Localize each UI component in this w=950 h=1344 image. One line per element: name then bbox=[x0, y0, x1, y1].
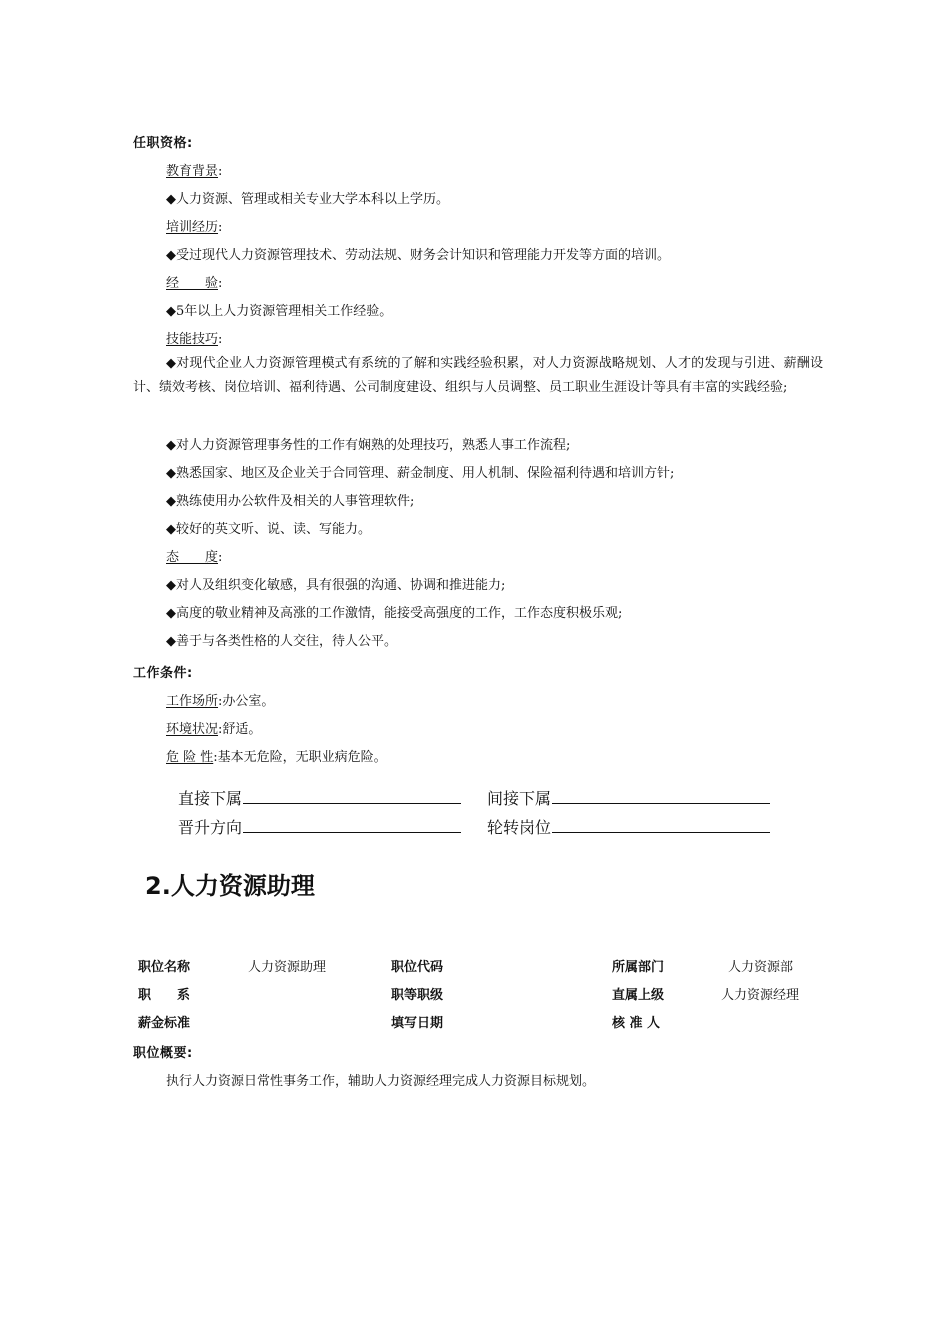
table-label-fill-date: 填写日期 bbox=[391, 1016, 444, 1031]
education-label: 教育背景 bbox=[166, 164, 219, 179]
table-label-grade: 职等职级 bbox=[391, 988, 444, 1003]
attitude-label: 态 度 bbox=[166, 550, 219, 565]
risk-label: 危 险 性 bbox=[166, 750, 214, 765]
rotation-field bbox=[487, 815, 770, 838]
promotion-field bbox=[178, 815, 461, 838]
promotion-label: 晋升方向 bbox=[178, 818, 243, 837]
summary-text: 执行人力资源日常性事务工作，辅助人力资源经理完成人力资源目标规划。 bbox=[166, 1074, 596, 1089]
training-label: 培训经历 bbox=[166, 220, 219, 235]
indirect-sub-blank[interactable] bbox=[552, 788, 770, 804]
qualifications-heading: 任职资格: bbox=[133, 136, 193, 151]
risk-value: 基本无危险，无职业病危险。 bbox=[217, 750, 387, 765]
summary-heading: 职位概要: bbox=[133, 1046, 193, 1061]
direct-sub-blank[interactable] bbox=[243, 788, 461, 804]
env-value: 舒适。 bbox=[222, 722, 262, 737]
table-value-supervisor: 人力资源经理 bbox=[721, 988, 800, 1003]
place-label: 工作场所 bbox=[166, 694, 219, 709]
skills-item-4: ◆熟练使用办公软件及相关的人事管理软件; bbox=[166, 494, 415, 509]
conditions-heading: 工作条件: bbox=[133, 666, 193, 681]
education-item: ◆人力资源、管理或相关专业大学本科以上学历。 bbox=[166, 192, 449, 207]
rotation-blank[interactable] bbox=[552, 817, 770, 833]
attitude-item-3: ◆善于与各类性格的人交往，待人公平。 bbox=[166, 634, 397, 649]
table-label-supervisor: 直属上级 bbox=[612, 988, 665, 1003]
skills-item-2: ◆对人力资源管理事务性的工作有娴熟的处理技巧，熟悉人事工作流程; bbox=[166, 438, 571, 453]
risk-line: 危 险 性:基本无危险，无职业病危险。 bbox=[166, 750, 387, 765]
env-line: 环境状况:舒适。 bbox=[166, 722, 262, 737]
attitude-item-1: ◆对人及组织变化敏感，具有很强的沟通、协调和推进能力; bbox=[166, 578, 506, 593]
training-label-line: 培训经历: bbox=[166, 220, 223, 235]
education-label-line: 教育背景: bbox=[166, 164, 223, 179]
experience-label-line: 经 验: bbox=[166, 276, 223, 291]
direct-sub-field bbox=[178, 786, 461, 809]
table-label-salary-standard: 薪金标准 bbox=[138, 1016, 191, 1031]
skills-item-5: ◆较好的英文听、说、读、写能力。 bbox=[166, 522, 371, 537]
skills-label-line: 技能技巧: bbox=[166, 332, 223, 347]
env-label: 环境状况 bbox=[166, 722, 219, 737]
table-value-department: 人力资源部 bbox=[728, 960, 794, 975]
place-line: 工作场所:办公室。 bbox=[166, 694, 275, 709]
skills-label: 技能技巧 bbox=[166, 332, 219, 347]
attitude-label-line: 态 度: bbox=[166, 550, 223, 565]
table-label-position-name: 职位名称 bbox=[138, 960, 191, 975]
table-label-department: 所属部门 bbox=[612, 960, 665, 975]
indirect-sub-field bbox=[487, 786, 770, 809]
skills-item-1: ◆对现代企业人力资源管理模式有系统的了解和实践经验积累，对人力资源战略规划、人才的发现与引进、薪酬设计、绩效考核、岗位培训、福利待遇、公司制度建设、组织与人员调整、员工职业生涯设计等具有丰富的实践经验; bbox=[133, 356, 823, 395]
direct-sub-label: 直接下属 bbox=[178, 789, 243, 808]
promotion-blank[interactable] bbox=[243, 817, 461, 833]
indirect-sub-label: 间接下属 bbox=[487, 789, 552, 808]
table-label-job-family: 职 系 bbox=[138, 988, 191, 1003]
section-title: 2.人力资源助理 bbox=[145, 872, 315, 900]
skills-item-3: ◆熟悉国家、地区及企业关于合同管理、薪金制度、用人机制、保险福利待遇和培训方针; bbox=[166, 466, 675, 481]
table-label-approver: 核 准 人 bbox=[612, 1016, 661, 1031]
place-value: 办公室。 bbox=[222, 694, 275, 709]
table-label-position-code: 职位代码 bbox=[391, 960, 444, 975]
attitude-item-2: ◆高度的敬业精神及高涨的工作激情，能接受高强度的工作，工作态度积极乐观; bbox=[166, 606, 623, 621]
table-value-position-name: 人力资源助理 bbox=[248, 960, 327, 975]
experience-label: 经 验 bbox=[166, 276, 219, 291]
experience-item: ◆5年以上人力资源管理相关工作经验。 bbox=[166, 304, 393, 319]
training-item: ◆受过现代人力资源管理技术、劳动法规、财务会计知识和管理能力开发等方面的培训。 bbox=[166, 248, 670, 263]
rotation-label: 轮转岗位 bbox=[487, 818, 552, 837]
